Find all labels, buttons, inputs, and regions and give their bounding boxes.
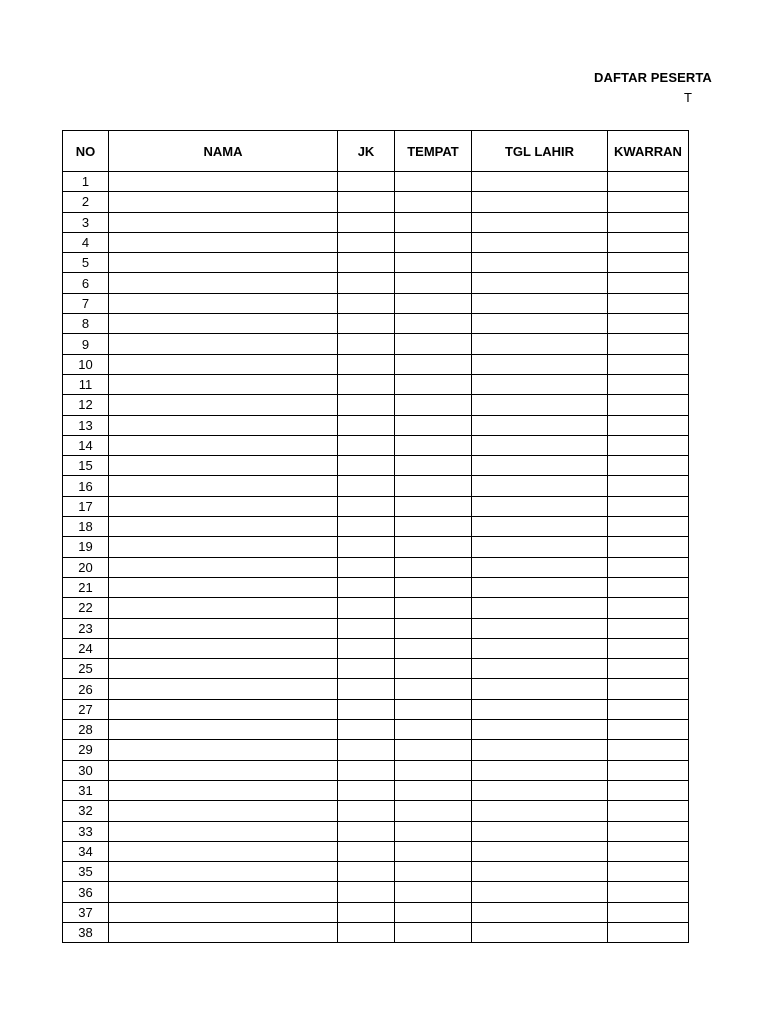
- cell-tempat[interactable]: [395, 780, 472, 800]
- cell-tgl-lahir[interactable]: [472, 699, 608, 719]
- cell-nama[interactable]: [109, 435, 338, 455]
- cell-no: 15: [63, 456, 109, 476]
- cell-nama[interactable]: [109, 679, 338, 699]
- table-row: [63, 435, 689, 455]
- cell-kwarran[interactable]: [608, 517, 689, 537]
- header-no: NO: [63, 131, 109, 172]
- cell-jk[interactable]: [338, 517, 395, 537]
- table-row: [63, 740, 689, 760]
- cell-no: 17: [63, 496, 109, 516]
- cell-nama[interactable]: [109, 456, 338, 476]
- cell-jk[interactable]: [338, 699, 395, 719]
- cell-tempat[interactable]: [395, 598, 472, 618]
- header-tgl-lahir: TGL LAHIR: [472, 131, 608, 172]
- table-row: [63, 537, 689, 557]
- cell-nama[interactable]: [109, 517, 338, 537]
- table-row: [63, 354, 689, 374]
- cell-nama[interactable]: [109, 537, 338, 557]
- table-row: [63, 922, 689, 942]
- table-row: [63, 172, 689, 192]
- cell-tempat[interactable]: [395, 212, 472, 232]
- cell-tgl-lahir[interactable]: [472, 659, 608, 679]
- cell-tempat[interactable]: [395, 456, 472, 476]
- cell-no: 3: [63, 212, 109, 232]
- cell-tgl-lahir[interactable]: [472, 354, 608, 374]
- cell-no: 31: [63, 780, 109, 800]
- cell-tempat[interactable]: [395, 517, 472, 537]
- cell-no: 22: [63, 598, 109, 618]
- cell-tempat[interactable]: [395, 821, 472, 841]
- cell-no: 27: [63, 699, 109, 719]
- table-row: [63, 557, 689, 577]
- cell-jk[interactable]: [338, 172, 395, 192]
- cell-tgl-lahir[interactable]: [472, 841, 608, 861]
- cell-tgl-lahir[interactable]: [472, 172, 608, 192]
- cell-no: 37: [63, 902, 109, 922]
- cell-nama[interactable]: [109, 273, 338, 293]
- cell-nama[interactable]: [109, 334, 338, 354]
- table-row: [63, 395, 689, 415]
- cell-jk[interactable]: [338, 354, 395, 374]
- cell-tempat[interactable]: [395, 435, 472, 455]
- table-row: [63, 882, 689, 902]
- cell-jk[interactable]: [338, 232, 395, 252]
- cell-jk[interactable]: [338, 293, 395, 313]
- table-row: [63, 192, 689, 212]
- cell-nama[interactable]: [109, 841, 338, 861]
- cell-kwarran[interactable]: [608, 212, 689, 232]
- cell-kwarran[interactable]: [608, 638, 689, 658]
- cell-tgl-lahir[interactable]: [472, 232, 608, 252]
- cell-jk[interactable]: [338, 456, 395, 476]
- table-row: [63, 679, 689, 699]
- cell-nama[interactable]: [109, 395, 338, 415]
- cell-tgl-lahir[interactable]: [472, 720, 608, 740]
- cell-tempat[interactable]: [395, 314, 472, 334]
- cell-kwarran[interactable]: [608, 395, 689, 415]
- table-row: [63, 374, 689, 394]
- cell-tempat[interactable]: [395, 760, 472, 780]
- cell-no: 26: [63, 679, 109, 699]
- cell-tempat[interactable]: [395, 253, 472, 273]
- cell-nama[interactable]: [109, 496, 338, 516]
- header-tempat: TEMPAT: [395, 131, 472, 172]
- table-row: [63, 821, 689, 841]
- cell-nama[interactable]: [109, 780, 338, 800]
- cell-kwarran[interactable]: [608, 273, 689, 293]
- cell-nama[interactable]: [109, 577, 338, 597]
- cell-no: 29: [63, 740, 109, 760]
- cell-no: 14: [63, 435, 109, 455]
- cell-tempat[interactable]: [395, 273, 472, 293]
- table-header-row: [63, 131, 689, 172]
- cell-no: 16: [63, 476, 109, 496]
- table-row: [63, 334, 689, 354]
- cell-tempat[interactable]: [395, 354, 472, 374]
- cell-tempat[interactable]: [395, 395, 472, 415]
- cell-jk[interactable]: [338, 618, 395, 638]
- cell-kwarran[interactable]: [608, 801, 689, 821]
- cell-tempat[interactable]: [395, 618, 472, 638]
- cell-jk[interactable]: [338, 374, 395, 394]
- cell-no: 5: [63, 253, 109, 273]
- cell-tgl-lahir[interactable]: [472, 395, 608, 415]
- header-nama: NAMA: [109, 131, 338, 172]
- cell-tempat[interactable]: [395, 902, 472, 922]
- cell-tgl-lahir[interactable]: [472, 192, 608, 212]
- table-row: [63, 415, 689, 435]
- cell-no: 11: [63, 374, 109, 394]
- cell-kwarran[interactable]: [608, 720, 689, 740]
- cell-tempat[interactable]: [395, 172, 472, 192]
- cell-kwarran[interactable]: [608, 902, 689, 922]
- cell-no: 32: [63, 801, 109, 821]
- cell-nama[interactable]: [109, 740, 338, 760]
- cell-tempat[interactable]: [395, 577, 472, 597]
- cell-nama[interactable]: [109, 882, 338, 902]
- cell-jk[interactable]: [338, 476, 395, 496]
- cell-nama[interactable]: [109, 172, 338, 192]
- table-row: [63, 638, 689, 658]
- cell-tgl-lahir[interactable]: [472, 253, 608, 273]
- cell-nama[interactable]: [109, 415, 338, 435]
- table-row: [63, 902, 689, 922]
- cell-no: 9: [63, 334, 109, 354]
- cell-tgl-lahir[interactable]: [472, 334, 608, 354]
- cell-nama[interactable]: [109, 557, 338, 577]
- cell-tempat[interactable]: [395, 659, 472, 679]
- cell-kwarran[interactable]: [608, 679, 689, 699]
- cell-no: 25: [63, 659, 109, 679]
- cell-no: 35: [63, 862, 109, 882]
- cell-jk[interactable]: [338, 821, 395, 841]
- cell-tgl-lahir[interactable]: [472, 780, 608, 800]
- cell-tempat[interactable]: [395, 557, 472, 577]
- table-row: [63, 618, 689, 638]
- cell-tgl-lahir[interactable]: [472, 557, 608, 577]
- document-title-area: [560, 66, 712, 112]
- cell-nama[interactable]: [109, 760, 338, 780]
- table-row: [63, 760, 689, 780]
- cell-nama[interactable]: [109, 821, 338, 841]
- cell-tgl-lahir[interactable]: [472, 760, 608, 780]
- cell-tgl-lahir[interactable]: [472, 740, 608, 760]
- cell-tgl-lahir[interactable]: [472, 577, 608, 597]
- cell-tempat[interactable]: [395, 679, 472, 699]
- cell-tgl-lahir[interactable]: [472, 374, 608, 394]
- cell-tgl-lahir[interactable]: [472, 435, 608, 455]
- cell-jk[interactable]: [338, 679, 395, 699]
- cell-tgl-lahir[interactable]: [472, 314, 608, 334]
- cell-nama[interactable]: [109, 699, 338, 719]
- cell-kwarran[interactable]: [608, 618, 689, 638]
- cell-nama[interactable]: [109, 232, 338, 252]
- cell-jk[interactable]: [338, 780, 395, 800]
- cell-kwarran[interactable]: [608, 232, 689, 252]
- cell-tgl-lahir[interactable]: [472, 273, 608, 293]
- cell-tempat[interactable]: [395, 740, 472, 760]
- table-row: [63, 862, 689, 882]
- cell-jk[interactable]: [338, 841, 395, 861]
- cell-kwarran[interactable]: [608, 293, 689, 313]
- cell-nama[interactable]: [109, 293, 338, 313]
- cell-jk[interactable]: [338, 435, 395, 455]
- table-row: [63, 456, 689, 476]
- cell-tgl-lahir[interactable]: [472, 293, 608, 313]
- cell-jk[interactable]: [338, 862, 395, 882]
- cell-tgl-lahir[interactable]: [472, 415, 608, 435]
- cell-no: 8: [63, 314, 109, 334]
- cell-tgl-lahir[interactable]: [472, 862, 608, 882]
- cell-kwarran[interactable]: [608, 882, 689, 902]
- document-subtitle: T: [684, 90, 692, 105]
- cell-tgl-lahir[interactable]: [472, 618, 608, 638]
- cell-jk[interactable]: [338, 334, 395, 354]
- cell-no: 7: [63, 293, 109, 313]
- cell-kwarran[interactable]: [608, 172, 689, 192]
- cell-nama[interactable]: [109, 638, 338, 658]
- cell-tempat[interactable]: [395, 192, 472, 212]
- cell-tempat[interactable]: [395, 415, 472, 435]
- header-kwarran: KWARRAN: [608, 131, 689, 172]
- cell-jk[interactable]: [338, 740, 395, 760]
- cell-nama[interactable]: [109, 862, 338, 882]
- cell-tgl-lahir[interactable]: [472, 496, 608, 516]
- cell-kwarran[interactable]: [608, 496, 689, 516]
- table-row: [63, 517, 689, 537]
- cell-jk[interactable]: [338, 557, 395, 577]
- participant-table: [62, 130, 689, 943]
- cell-kwarran[interactable]: [608, 354, 689, 374]
- cell-no: 20: [63, 557, 109, 577]
- cell-tgl-lahir[interactable]: [472, 212, 608, 232]
- cell-nama[interactable]: [109, 618, 338, 638]
- cell-kwarran[interactable]: [608, 699, 689, 719]
- cell-nama[interactable]: [109, 192, 338, 212]
- cell-tgl-lahir[interactable]: [472, 638, 608, 658]
- cell-tgl-lahir[interactable]: [472, 679, 608, 699]
- cell-nama[interactable]: [109, 212, 338, 232]
- cell-no: 24: [63, 638, 109, 658]
- cell-jk[interactable]: [338, 192, 395, 212]
- cell-nama[interactable]: [109, 374, 338, 394]
- cell-kwarran[interactable]: [608, 476, 689, 496]
- cell-jk[interactable]: [338, 537, 395, 557]
- cell-kwarran[interactable]: [608, 314, 689, 334]
- cell-nama[interactable]: [109, 253, 338, 273]
- cell-tempat[interactable]: [395, 476, 472, 496]
- cell-nama[interactable]: [109, 659, 338, 679]
- table-row: [63, 293, 689, 313]
- cell-kwarran[interactable]: [608, 192, 689, 212]
- cell-jk[interactable]: [338, 577, 395, 597]
- table-row: [63, 659, 689, 679]
- cell-no: 13: [63, 415, 109, 435]
- cell-kwarran[interactable]: [608, 334, 689, 354]
- cell-tgl-lahir[interactable]: [472, 456, 608, 476]
- table-row: [63, 699, 689, 719]
- table-row: [63, 314, 689, 334]
- cell-tgl-lahir[interactable]: [472, 882, 608, 902]
- cell-tempat[interactable]: [395, 841, 472, 861]
- table-body: [63, 172, 689, 943]
- cell-jk[interactable]: [338, 395, 395, 415]
- cell-kwarran[interactable]: [608, 557, 689, 577]
- table-row: [63, 841, 689, 861]
- cell-no: 4: [63, 232, 109, 252]
- cell-tempat[interactable]: [395, 232, 472, 252]
- cell-tempat[interactable]: [395, 699, 472, 719]
- cell-jk[interactable]: [338, 598, 395, 618]
- cell-kwarran[interactable]: [608, 253, 689, 273]
- cell-kwarran[interactable]: [608, 740, 689, 760]
- cell-tgl-lahir[interactable]: [472, 922, 608, 942]
- cell-tempat[interactable]: [395, 334, 472, 354]
- cell-nama[interactable]: [109, 598, 338, 618]
- cell-no: 36: [63, 882, 109, 902]
- table-row: [63, 720, 689, 740]
- cell-tempat[interactable]: [395, 374, 472, 394]
- cell-kwarran[interactable]: [608, 922, 689, 942]
- cell-no: 34: [63, 841, 109, 861]
- header-jk: JK: [338, 131, 395, 172]
- cell-nama[interactable]: [109, 922, 338, 942]
- table-row: [63, 598, 689, 618]
- cell-tgl-lahir[interactable]: [472, 902, 608, 922]
- cell-no: 30: [63, 760, 109, 780]
- cell-nama[interactable]: [109, 902, 338, 922]
- cell-tempat[interactable]: [395, 293, 472, 313]
- cell-tgl-lahir[interactable]: [472, 476, 608, 496]
- cell-no: 19: [63, 537, 109, 557]
- cell-jk[interactable]: [338, 922, 395, 942]
- cell-kwarran[interactable]: [608, 821, 689, 841]
- table-row: [63, 273, 689, 293]
- cell-no: 10: [63, 354, 109, 374]
- cell-no: 6: [63, 273, 109, 293]
- table-row: [63, 577, 689, 597]
- cell-kwarran[interactable]: [608, 862, 689, 882]
- cell-tempat[interactable]: [395, 496, 472, 516]
- cell-no: 23: [63, 618, 109, 638]
- cell-kwarran[interactable]: [608, 598, 689, 618]
- cell-jk[interactable]: [338, 760, 395, 780]
- cell-kwarran[interactable]: [608, 659, 689, 679]
- cell-no: 1: [63, 172, 109, 192]
- cell-tempat[interactable]: [395, 882, 472, 902]
- cell-tempat[interactable]: [395, 922, 472, 942]
- cell-kwarran[interactable]: [608, 435, 689, 455]
- cell-jk[interactable]: [338, 882, 395, 902]
- table-row: [63, 801, 689, 821]
- cell-jk[interactable]: [338, 902, 395, 922]
- cell-jk[interactable]: [338, 496, 395, 516]
- table-row: [63, 253, 689, 273]
- cell-kwarran[interactable]: [608, 841, 689, 861]
- cell-nama[interactable]: [109, 720, 338, 740]
- cell-jk[interactable]: [338, 720, 395, 740]
- cell-tempat[interactable]: [395, 537, 472, 557]
- document-title: DAFTAR PESERTA: [594, 70, 712, 85]
- table-row: [63, 780, 689, 800]
- cell-tempat[interactable]: [395, 720, 472, 740]
- cell-nama[interactable]: [109, 354, 338, 374]
- cell-kwarran[interactable]: [608, 456, 689, 476]
- cell-no: 21: [63, 577, 109, 597]
- cell-jk[interactable]: [338, 314, 395, 334]
- cell-no: 18: [63, 517, 109, 537]
- cell-jk[interactable]: [338, 253, 395, 273]
- cell-jk[interactable]: [338, 415, 395, 435]
- table-row: [63, 496, 689, 516]
- cell-tgl-lahir[interactable]: [472, 821, 608, 841]
- cell-no: 12: [63, 395, 109, 415]
- cell-no: 28: [63, 720, 109, 740]
- cell-kwarran[interactable]: [608, 537, 689, 557]
- cell-nama[interactable]: [109, 476, 338, 496]
- cell-jk[interactable]: [338, 659, 395, 679]
- cell-jk[interactable]: [338, 801, 395, 821]
- cell-tgl-lahir[interactable]: [472, 801, 608, 821]
- table-row: [63, 476, 689, 496]
- cell-kwarran[interactable]: [608, 374, 689, 394]
- table-row: [63, 232, 689, 252]
- cell-tgl-lahir[interactable]: [472, 598, 608, 618]
- cell-tempat[interactable]: [395, 638, 472, 658]
- cell-no: 33: [63, 821, 109, 841]
- cell-jk[interactable]: [338, 273, 395, 293]
- cell-nama[interactable]: [109, 314, 338, 334]
- cell-jk[interactable]: [338, 638, 395, 658]
- cell-jk[interactable]: [338, 212, 395, 232]
- cell-kwarran[interactable]: [608, 415, 689, 435]
- cell-tgl-lahir[interactable]: [472, 537, 608, 557]
- cell-kwarran[interactable]: [608, 780, 689, 800]
- cell-tempat[interactable]: [395, 801, 472, 821]
- cell-no: 38: [63, 922, 109, 942]
- cell-kwarran[interactable]: [608, 760, 689, 780]
- cell-tempat[interactable]: [395, 862, 472, 882]
- cell-tgl-lahir[interactable]: [472, 517, 608, 537]
- cell-kwarran[interactable]: [608, 577, 689, 597]
- cell-no: 2: [63, 192, 109, 212]
- table-row: [63, 212, 689, 232]
- cell-nama[interactable]: [109, 801, 338, 821]
